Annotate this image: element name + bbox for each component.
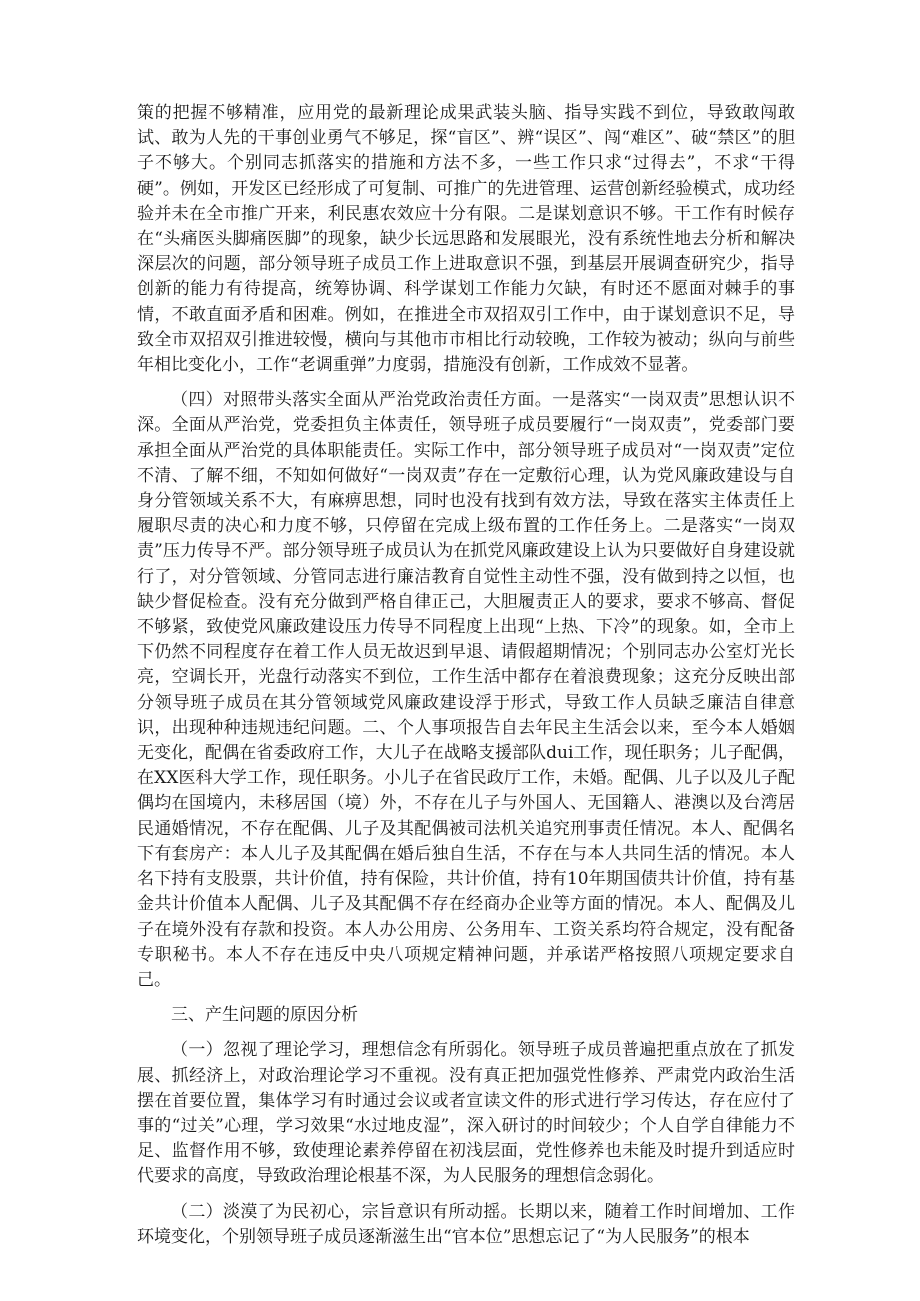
paragraph-cause-two: （二）淡漠了为民初心，宗旨意识有所动摇。长期以来，随着工作时间增加、工作环境变化，个别领导班子成员逐渐滋生出“官本位”思想忘记了“为人民服务”的根本: [137, 1201, 795, 1247]
section-heading-cause-analysis: 三、产生问题的原因分析: [171, 1005, 358, 1026]
paragraph-continuation: 策的把握不够精准，应用党的最新理论成果武装头脑、指导实践不到位，导致敢闯敢试、敢为人先的干事创业勇气不够足，探“盲区”、辨“误区”、闯“难区”、破“禁区”的胆子不够大。个别同志抓落实的措施和方法不多，一些工作只求“过得去”，不求“干得硬”。例如，开发区已经形成了可复制、可推广的先进管理、运营创新经验模式，成功经验并未在全市推广开来，利民惠农效应十分有限。二是谋划意识不够。干工作有时候存在“头痛医头脚痛医脚”的现象，缺少长远思路和发展眼光，没有系统性地去分析和解决深层次的问题，部分领导班子成员工作上进取意识不强，到基层开展调查研究少，指导创新的能力有待提高，统筹协调、科学谋划工作能力欠缺，有时还不愿面对棘手的事情，不敢直面矛盾和困难。例如，在推进全市双招双引工作中，由于谋划意识不足，导致全市双招双引推进较慢，横向与其他市市相比行动较晚，工作较为被动；纵向与前些年相比变化小，工作“老调重弹”力度弱，措施没有创新，工作成效不显著。: [137, 103, 795, 376]
document-page: [137, 101, 795, 1250]
paragraph-section-four: （四）对照带头落实全面从严治党政治责任方面。一是落实“一岗双责”思想认识不深。全面从严治党，党委担负主体责任，领导班子成员要履行“一岗双责”，党委部门要承担全面从严治党的具体职能责任。实际工作中，部分领导班子成员对“一岗双责”定位不清、了解不细，不知如何做好“一岗双责”存在一定敷衍心理，认为党风廉政建设与自身分管领域关系不大，有麻痹思想，同时也没有找到有效方法，导致在落实主体责任上履职尽责的决心和力度不够，只停留在完成上级布置的工作任务上。二是落实“一岗双责”压力传导不严。部分领导班子成员认为在抓党风廉政建设上认为只要做好自身建设就行了，对分管领域、分管同志进行廉洁教育自觉性主动性不强，没有做到持之以恒，也缺少督促检查。没有充分做到严格自律正己，大胆履责正人的要求，要求不够高、督促不够紧，致使党风廉政建设压力传导不同程度上出现“上热、下冷”的现象。如，全市上下仍然不同程度存在着工作人员无故迟到早退、请假超期情况；个别同志办公室灯光长亮，空调长开，光盘行动落实不到位，工作生活中都存在着浪费现象；这充分反映出部分领导班子成员在其分管领域党风廉政建设浮于形式，导致工作人员缺乏廉洁自律意识，出现种种违规违纪问题。二、个人事项报告自去年民主生活会以来，至今本人婚姻无变化，配偶在省委政府工作，大儿子在战略支援部队dui工作，现任职务；儿子配偶，在XX医科大学工作，现任职务。小儿子在省民政厅工作，未婚。配偶、儿子以及儿子配偶均在国境内，未移居国（境）外，不存在儿子与外国人、无国籍人、港澳以及台湾居民通婚情况，不存在配偶、儿子及其配偶被司法机关追究刑事责任情况。本人、配偶名下有套房产：本人儿子及其配偶在婚后独自生活，不存在与本人共同生活的情况。本人名下持有支股票，共计价值，持有保险，共计价值，持有10年期国债共计价值，持有基金共计价值本人配偶、儿子及其配偶不存在经商办企业等方面的情况。本人、配偶及儿子在境外没有存款和投资。本人办公用房、公务用车、工资关系均符合规定，没有配备专职秘书。本人不存在违反中央八项规定精神问题，并承诺严格按照八项规定要求自己。: [137, 390, 795, 990]
paragraph-cause-one: （一）忽视了理论学习，理想信念有所弱化。领导班子成员普遍把重点放在了抓发展、抓经济上，对政治理论学习不重视。没有真正把加强党性修养、严肃党内政治生活摆在首要位置，集体学习有时通过会议或者宣读文件的形式进行学习传达，存在应付了事的“过关”心理，学习效果“水过地皮湿”，深入研讨的时间较少；个人自学自律能力不足、监督作用不够，致使理论素养停留在初浅层面，党性修养也未能及时提升到适应时代要求的高度，导致政治理论根基不深，为人民服务的理想信念弱化。: [137, 1040, 795, 1187]
